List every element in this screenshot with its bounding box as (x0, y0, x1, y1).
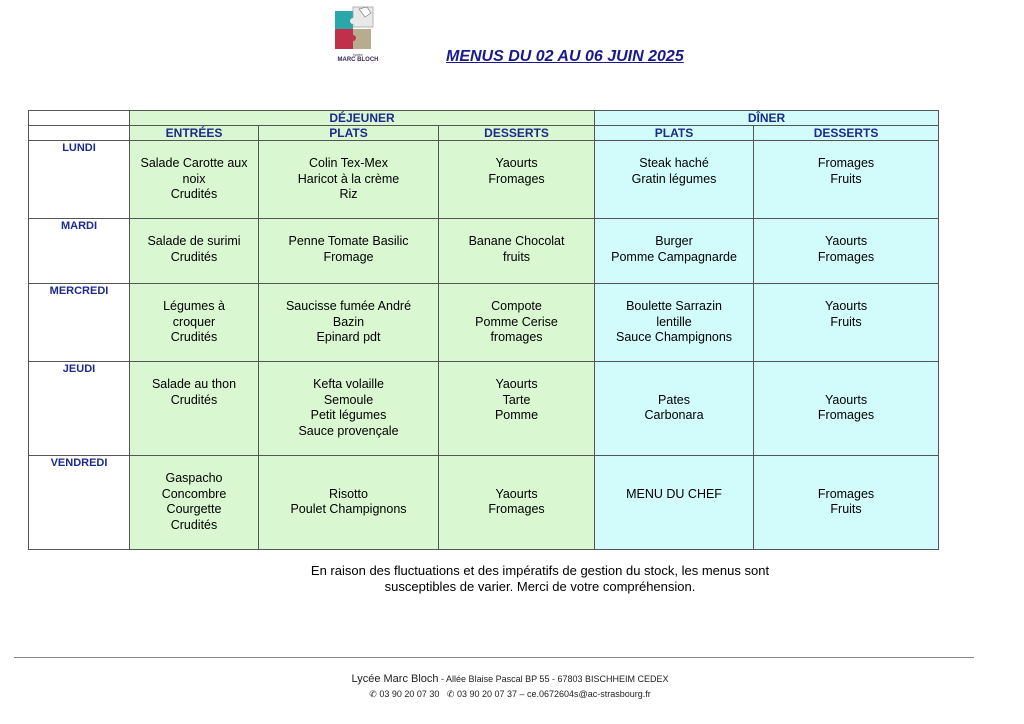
menu-cell (595, 284, 754, 362)
notice-line: susceptibles de varier. Merci de votre compréhension. (384, 579, 696, 594)
menu-cell (754, 284, 939, 362)
menu-cell (259, 219, 439, 284)
menu-cell (754, 456, 939, 550)
corner-cell (29, 126, 130, 141)
menu-cell (439, 141, 595, 219)
menu-item: Bazin (332, 314, 365, 329)
menu-item: croquer (172, 314, 216, 329)
menu-item: Semoule (323, 392, 374, 407)
menu-item: Fromages (817, 408, 875, 422)
menu-item: lentille (656, 314, 692, 329)
footer-address: - Allée Blaise Pascal BP 55 - 67803 BISCHHEIM CEDEX (438, 674, 669, 684)
menu-item: Epinard pdt (316, 330, 381, 344)
menu-cell (130, 362, 259, 456)
column-header-row (29, 126, 939, 141)
menu-cell (130, 141, 259, 219)
menu-item: Pomme Cerise (475, 314, 558, 329)
day-row (29, 141, 939, 219)
menu-item: Risotto (329, 486, 368, 501)
column-header: PLATS (259, 126, 439, 141)
menu-item: Fruits (830, 502, 862, 516)
menu-item: Légumes à (163, 299, 225, 313)
menu-item: fromages (490, 330, 543, 344)
menu-item: Salade Carotte aux (140, 156, 248, 170)
menu-item: Gaspacho (165, 471, 223, 485)
menu-cell (439, 219, 595, 284)
page-title: MENUS DU 02 AU 06 JUIN 2025 (446, 48, 684, 65)
menu-item: Fromages (817, 486, 875, 501)
menu-item: Kefta volaille (313, 377, 384, 391)
menu-item: Carbonara (644, 408, 704, 422)
group-header-row (29, 111, 939, 126)
menu-item: Fromages (488, 502, 545, 516)
menu-cell (439, 284, 595, 362)
menu-cell (130, 284, 259, 362)
menu-item: fruits (502, 249, 531, 264)
menu-item: noix (182, 171, 206, 186)
menu-cell (130, 219, 259, 284)
menu-item (439, 471, 594, 487)
column-header: DESSERTS (754, 126, 939, 141)
day-row (29, 284, 939, 362)
notice-line: En raison des fluctuations et des impératifs de gestion du stock, les menus sont (310, 563, 770, 578)
menu-item: Yaourts (495, 486, 538, 501)
day-label: MERCREDI (29, 284, 130, 362)
menu-item: Petit légumes (310, 408, 387, 422)
menu-item: Crudités (170, 330, 218, 344)
menu-cell (754, 141, 939, 219)
menu-item: Banane Chocolat (468, 234, 565, 248)
menu-cell (754, 362, 939, 456)
menu-item: Tarte (502, 392, 531, 407)
menu-item: Crudités (170, 392, 218, 407)
menu-item (259, 471, 438, 487)
menu-item (595, 377, 753, 393)
menu-item (754, 377, 938, 393)
menu-cell (754, 219, 939, 284)
menu-item: Salade au thon (151, 377, 237, 391)
day-row (29, 219, 939, 284)
menu-item: Pomme Campagnarde (611, 249, 737, 264)
menu-item: Salade de surimi (147, 234, 241, 248)
menu-item: Compote (491, 299, 542, 313)
menu-cell (259, 284, 439, 362)
menu-cell (439, 456, 595, 550)
menu-item: Yaourts (824, 234, 868, 248)
menu-cell (259, 362, 439, 456)
menu-item: Burger (655, 234, 693, 248)
menu-cell (130, 456, 259, 550)
column-header: ENTRÉES (130, 126, 259, 141)
menu-item: Pomme (494, 408, 539, 422)
menu-item (754, 471, 938, 487)
lunch-header: DÉJEUNER (130, 111, 595, 126)
menu-item: Fromages (817, 156, 875, 170)
menu-item: Pates (658, 392, 691, 407)
day-label: LUNDI (29, 141, 130, 219)
column-header: PLATS (595, 126, 754, 141)
menu-item: Sauce provençale (298, 423, 399, 438)
menu-item: Gratin légumes (631, 171, 717, 186)
menu-item: Crudités (170, 249, 218, 264)
day-label: JEUDI (29, 362, 130, 456)
menu-cell (595, 362, 754, 456)
menu-item: Crudités (170, 517, 218, 532)
column-header: DESSERTS (439, 126, 595, 141)
menu-cell (259, 141, 439, 219)
menu-item: Yaourts (824, 392, 868, 407)
menu-item: Yaourts (824, 299, 868, 313)
corner-cell (29, 111, 130, 126)
menu-item: Steak haché (639, 156, 709, 170)
menu-item: Poulet Champignons (290, 502, 407, 516)
menu-item: Courgette (166, 502, 222, 516)
menu-item: MENU DU CHEF (626, 486, 722, 501)
menu-item: Fruits (830, 171, 862, 186)
menu-cell (439, 362, 595, 456)
menu-item: Yaourts (495, 377, 538, 391)
menu-table (28, 110, 939, 550)
dinner-header: DÎNER (595, 111, 939, 126)
menu-item: Concombre (161, 486, 227, 501)
menu-item: Saucisse fumée André (285, 299, 412, 313)
menu-item: Fromages (817, 249, 875, 264)
fax-icon: ✆ (441, 689, 457, 699)
menu-item: Riz (339, 187, 358, 201)
phone-icon: ✆ (369, 689, 380, 699)
day-label: VENDREDI (29, 456, 130, 550)
footer-school: Lycée Marc Bloch (351, 673, 439, 685)
logo-caption: lycée MARC BLOCH (337, 52, 379, 63)
footer-fax: 03 90 20 07 37 – ce.0672604s@ac-strasbourg.fr (456, 689, 651, 699)
menu-item: Penne Tomate Basilic (288, 234, 409, 248)
menu-cell (595, 141, 754, 219)
day-row (29, 456, 939, 550)
menu-item: Fromage (323, 249, 374, 264)
menu-cell (595, 456, 754, 550)
menu-cell (259, 456, 439, 550)
day-row (29, 362, 939, 456)
menu-item (595, 471, 753, 487)
footer-phone: 03 90 20 07 30 (379, 689, 440, 699)
menu-item: Fruits (830, 314, 862, 329)
stock-notice (230, 563, 850, 595)
footer-divider (14, 657, 974, 658)
menu-item: Haricot à la crème (297, 171, 400, 186)
day-label: MARDI (29, 219, 130, 284)
menu-cell (595, 219, 754, 284)
menu-item: Yaourts (495, 156, 538, 170)
menu-item: Fromages (488, 171, 545, 186)
menu-item: Crudités (170, 187, 218, 201)
footer (200, 672, 820, 702)
menu-item: Boulette Sarrazin (626, 299, 722, 313)
menu-item: Sauce Champignons (616, 330, 733, 344)
menu-item: Colin Tex-Mex (309, 156, 388, 170)
